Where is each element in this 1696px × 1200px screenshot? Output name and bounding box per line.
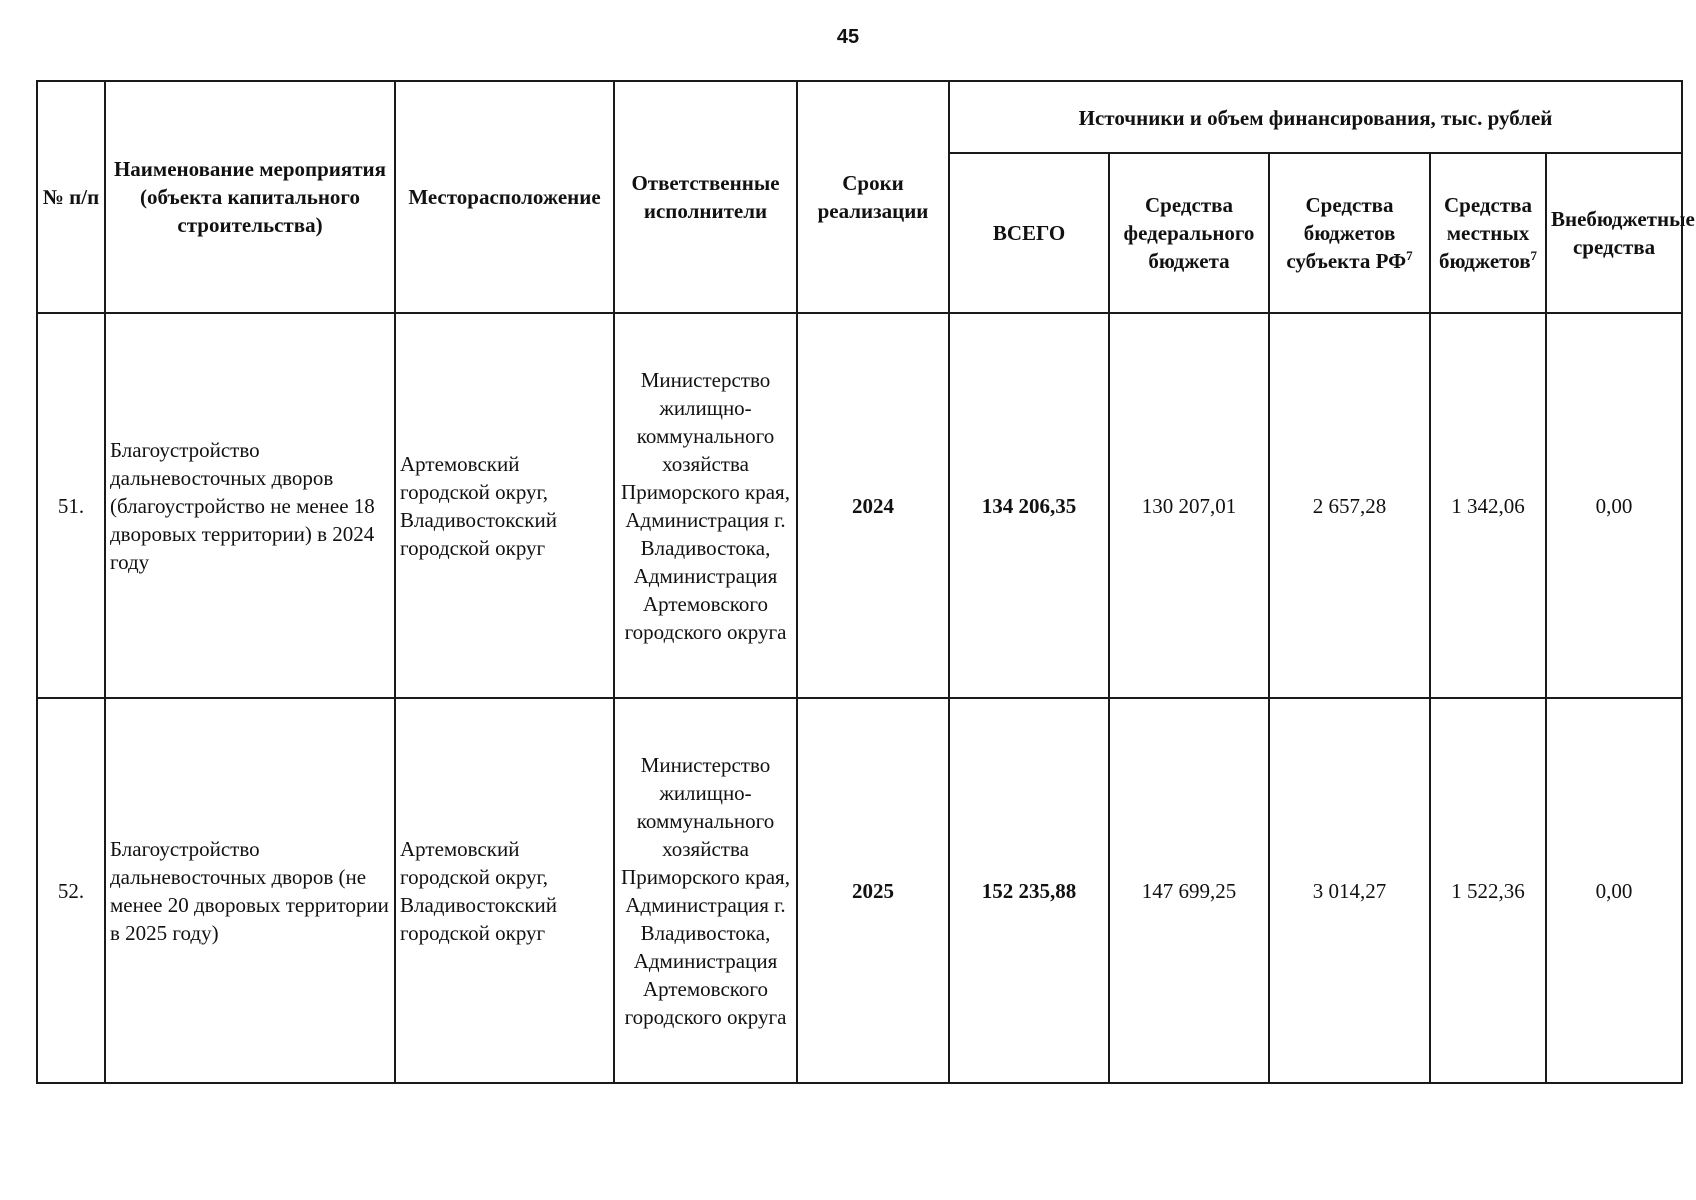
header-regional-footnote: 7: [1406, 248, 1413, 263]
header-period: Сроки реализации: [797, 81, 949, 313]
header-regional-label: Средства бюджетов субъекта РФ: [1286, 193, 1407, 273]
header-location: Месторасположение: [395, 81, 614, 313]
header-funding-group: Источники и объем финансирования, тыс. рублей: [949, 81, 1682, 153]
table-header-row: [37, 81, 1682, 153]
cell-extra: 0,00: [1546, 698, 1682, 1083]
table-row: [37, 313, 1682, 698]
cell-regional: 3 014,27: [1269, 698, 1430, 1083]
cell-name: Благоустройство дальневосточных дворов (благоустройство не менее 18 дворовых территории) в 2024 году: [105, 313, 395, 698]
cell-location: Артемовский городской округ, Владивостокский городской округ: [395, 313, 614, 698]
header-extra: Внебюджетные средства: [1546, 153, 1682, 313]
cell-total: 134 206,35: [949, 313, 1109, 698]
page-number: 45: [836, 26, 860, 48]
cell-period: 2024: [797, 313, 949, 698]
header-name: Наименование мероприятия (объекта капитального строительства): [105, 81, 395, 313]
header-executors: Ответственные исполнители: [614, 81, 797, 313]
header-federal: Средства федерального бюджета: [1109, 153, 1269, 313]
header-regional: [1269, 153, 1430, 313]
cell-executors: Министерство жилищно-коммунального хозяйства Приморского края, Администрация г. Владивостока, Администрация Артемовского городского округа: [614, 698, 797, 1083]
cell-federal: 147 699,25: [1109, 698, 1269, 1083]
cell-local: 1 522,36: [1430, 698, 1546, 1083]
header-local-footnote: 7: [1530, 248, 1538, 263]
header-local-label: Средства местных бюджетов: [1438, 193, 1532, 273]
cell-executors: Министерство жилищно-коммунального хозяйства Приморского края, Администрация г. Владивостока, Администрация Артемовского городского округа: [614, 313, 797, 698]
cell-period: 2025: [797, 698, 949, 1083]
cell-federal: 130 207,01: [1109, 313, 1269, 698]
header-num: № п/п: [37, 81, 105, 313]
cell-extra: 0,00: [1546, 313, 1682, 698]
table-row: [37, 698, 1682, 1083]
header-local: [1430, 153, 1546, 313]
cell-total: 152 235,88: [949, 698, 1109, 1083]
cell-location: Артемовский городской округ, Владивостокский городской округ: [395, 698, 614, 1083]
cell-num: 51.: [37, 313, 105, 698]
funding-table: [36, 80, 1695, 1084]
cell-name: Благоустройство дальневосточных дворов (не менее 20 дворовых территории в 2025 году): [105, 698, 395, 1083]
header-total: ВСЕГО: [949, 153, 1109, 313]
cell-regional: 2 657,28: [1269, 313, 1430, 698]
cell-local: 1 342,06: [1430, 313, 1546, 698]
cell-num: 52.: [37, 698, 105, 1083]
